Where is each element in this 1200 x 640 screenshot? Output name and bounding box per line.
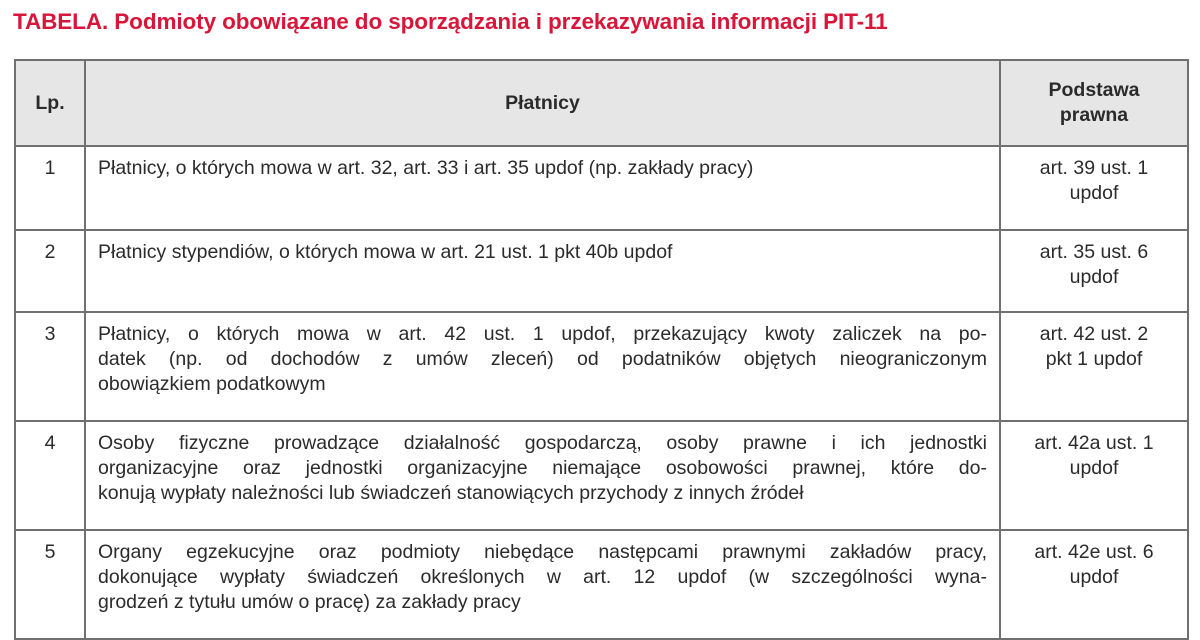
cell-text-line: dokonujące wypłaty świadczeń określonych w art. 12 updof (w szczególności wyna- [98,566,987,588]
cell-lp: 5 [15,530,85,639]
cell-text-line: grodzeń z tytułu umów o pracę) za zakłady pracy [98,591,521,613]
table-row [15,421,1188,530]
cell-text-line: Płatnicy, o których mowa w art. 42 ust. 1 updof, przekazujący kwoty zaliczek na po- [98,323,987,345]
cell-platnicy [85,230,1000,312]
basis-line1: art. 42a ust. 1 [1034,432,1154,454]
cell-text-line: Organy egzekucyjne oraz podmioty niebędące następcami prawnymi zakładów pracy, [98,541,987,563]
cell-lp: 1 [15,146,85,230]
basis-line2: pkt 1 updof [1045,348,1143,370]
cell-text-line: Osoby fizyczne prowadzące działalność gospodarczą, osoby prawne i ich jednostki [98,432,987,454]
table-title: TABELA. Podmioty obowiązane do sporządzania i przekazywania informacji PIT-11 [13,9,888,34]
cell-lp: 3 [15,312,85,421]
table-header-row [15,60,1188,146]
cell-lp: 2 [15,230,85,312]
cell-text-line: Płatnicy, o których mowa w art. 32, art. 33 i art. 35 updof (np. zakłady pracy) [98,157,754,179]
header-podstawa-prawna [1000,60,1188,146]
cell-podstawa [1000,530,1188,639]
cell-podstawa [1000,230,1188,312]
basis-line1: art. 35 ust. 6 [1039,241,1149,263]
basis-line2: updof [1069,266,1119,288]
cell-platnicy [85,146,1000,230]
header-podstawa-line2: prawna [1059,104,1129,126]
cell-text-line: Płatnicy stypendiów, o których mowa w art. 21 ust. 1 pkt 40b updof [98,241,673,263]
cell-platnicy [85,312,1000,421]
pit11-table [14,59,1189,640]
cell-lp: 4 [15,421,85,530]
cell-text-line: obowiązkiem podatkowym [98,373,326,395]
basis-line2: updof [1069,182,1119,204]
header-lp: Lp. [15,60,85,146]
header-podstawa-line1: Podstawa [1048,79,1140,101]
cell-platnicy [85,421,1000,530]
basis-line1: art. 42 ust. 2 [1039,323,1149,345]
table-row [15,312,1188,421]
table-row [15,230,1188,312]
header-platnicy: Płatnicy [85,60,1000,146]
cell-podstawa [1000,146,1188,230]
table-row [15,146,1188,230]
basis-line2: updof [1069,457,1119,479]
cell-podstawa [1000,421,1188,530]
basis-line1: art. 39 ust. 1 [1039,157,1149,179]
basis-line1: art. 42e ust. 6 [1034,541,1154,563]
cell-text-line: konują wypłaty należności lub świadczeń stanowiących przychody z innych źródeł [98,482,804,504]
cell-text-line: organizacyjne oraz jednostki organizacyjne niemające osobowości prawnej, które do- [98,457,987,479]
cell-platnicy [85,530,1000,639]
table-row [15,530,1188,639]
cell-text-line: datek (np. od dochodów z umów zleceń) od podatników objętych nieograniczonym [98,348,987,370]
basis-line2: updof [1069,566,1119,588]
cell-podstawa [1000,312,1188,421]
